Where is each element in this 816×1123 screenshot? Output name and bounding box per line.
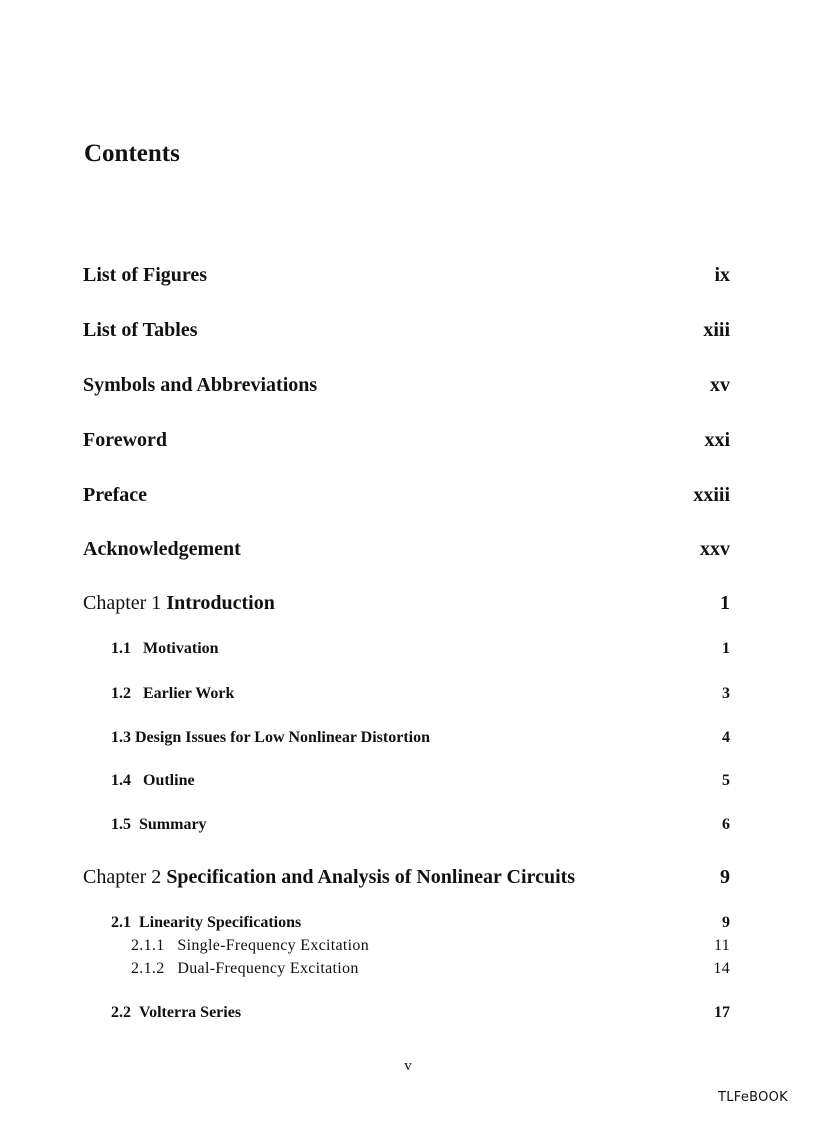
toc-entry-page: 5 bbox=[722, 772, 730, 789]
section-number: 2.2 bbox=[111, 1004, 131, 1021]
toc-subsection-2-1-2[interactable] bbox=[0, 960, 816, 984]
section-title: Outline bbox=[143, 772, 195, 789]
toc-entry-label: List of Tables bbox=[83, 319, 198, 341]
toc-entry-page: 3 bbox=[722, 685, 730, 702]
section-heading bbox=[111, 816, 207, 834]
toc-entry-page: 9 bbox=[722, 914, 730, 931]
toc-entry-page: 6 bbox=[722, 816, 730, 833]
chapter-heading bbox=[83, 592, 275, 615]
toc-entry-page: 1 bbox=[722, 640, 730, 657]
toc-entry-label: Preface bbox=[83, 484, 148, 506]
toc-section-1-2[interactable] bbox=[0, 685, 816, 709]
section-title: Earlier Work bbox=[143, 685, 235, 702]
toc-entry-list-of-tables[interactable] bbox=[0, 319, 816, 343]
toc-entry-page: ix bbox=[714, 264, 730, 286]
chapter-prefix: Chapter 1 bbox=[83, 592, 162, 614]
section-heading bbox=[111, 772, 195, 790]
toc-section-1-5[interactable] bbox=[0, 816, 816, 840]
toc-entry-page: xxv bbox=[700, 538, 730, 560]
toc-entry-page: xiii bbox=[703, 319, 730, 341]
section-title: Design Issues for Low Nonlinear Distortion bbox=[135, 729, 430, 746]
toc-subsection-2-1-1[interactable] bbox=[0, 937, 816, 961]
chapter-title: Specification and Analysis of Nonlinear Circuits bbox=[166, 866, 576, 888]
subsection-title: Dual-Frequency Excitation bbox=[177, 960, 359, 977]
section-heading bbox=[111, 914, 301, 932]
section-number: 1.1 bbox=[111, 640, 131, 657]
toc-entry-page: xxiii bbox=[693, 484, 730, 506]
section-heading bbox=[111, 640, 219, 658]
section-number: 1.4 bbox=[111, 772, 131, 789]
section-title: Volterra Series bbox=[139, 1004, 242, 1021]
toc-entry-preface[interactable] bbox=[0, 484, 816, 508]
subsection-number: 2.1.2 bbox=[131, 960, 165, 977]
toc-entry-acknowledgement[interactable] bbox=[0, 538, 816, 562]
toc-entry-page: 1 bbox=[720, 592, 730, 614]
toc-entry-page: 4 bbox=[722, 729, 730, 746]
toc-chapter-1[interactable] bbox=[0, 592, 816, 616]
toc-entry-label: Symbols and Abbreviations bbox=[83, 374, 318, 396]
chapter-heading bbox=[83, 866, 575, 889]
section-number: 2.1 bbox=[111, 914, 131, 931]
chapter-prefix: Chapter 2 bbox=[83, 866, 162, 888]
toc-entry-label: Acknowledgement bbox=[83, 538, 241, 560]
toc-chapter-2[interactable] bbox=[0, 866, 816, 890]
section-heading bbox=[111, 685, 234, 703]
subsection-title: Single-Frequency Excitation bbox=[177, 937, 370, 954]
toc-entry-page: 14 bbox=[713, 960, 730, 977]
toc-section-1-3[interactable] bbox=[0, 729, 816, 753]
toc-entry-symbols[interactable] bbox=[0, 374, 816, 398]
toc-entry-list-of-figures[interactable] bbox=[0, 264, 816, 288]
section-number: 1.5 bbox=[111, 816, 131, 833]
page-number: v bbox=[404, 1058, 412, 1074]
toc-entry-page: 9 bbox=[720, 866, 730, 888]
toc-entry-foreword[interactable] bbox=[0, 429, 816, 453]
toc-entry-page: 11 bbox=[713, 937, 730, 954]
section-number: 1.2 bbox=[111, 685, 131, 702]
subsection-number: 2.1.1 bbox=[131, 937, 165, 954]
section-heading bbox=[111, 729, 430, 747]
toc-entry-page: xxi bbox=[704, 429, 730, 451]
subsection-heading bbox=[131, 960, 359, 978]
watermark: TLFeBOOK bbox=[717, 1090, 788, 1105]
page-title: Contents bbox=[84, 140, 180, 167]
toc-entry-label: Foreword bbox=[83, 429, 168, 451]
section-heading bbox=[111, 1004, 241, 1022]
toc-section-1-4[interactable] bbox=[0, 772, 816, 796]
toc-entry-page: 17 bbox=[714, 1004, 730, 1021]
section-title: Linearity Specifications bbox=[139, 914, 302, 931]
toc-section-1-1[interactable] bbox=[0, 640, 816, 664]
subsection-heading bbox=[131, 937, 369, 955]
section-number: 1.3 bbox=[111, 729, 131, 746]
toc-section-2-2[interactable] bbox=[0, 1004, 816, 1028]
toc-section-2-1[interactable] bbox=[0, 914, 816, 938]
toc-entry-page: xv bbox=[710, 374, 730, 396]
section-title: Motivation bbox=[143, 640, 219, 657]
toc-entry-label: List of Figures bbox=[83, 264, 208, 286]
chapter-title: Introduction bbox=[166, 592, 275, 614]
section-title: Summary bbox=[139, 816, 207, 833]
